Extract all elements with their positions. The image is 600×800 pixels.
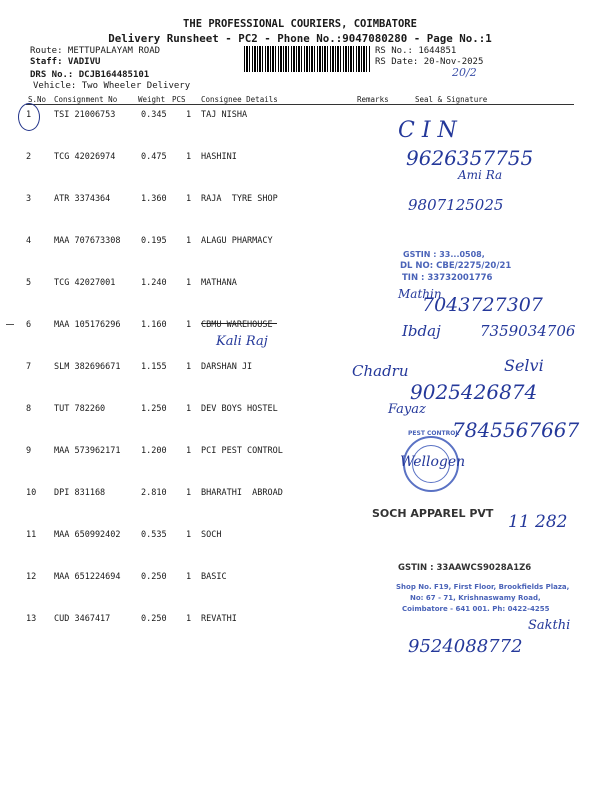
- cell-sno: 2: [26, 152, 32, 162]
- cell-consignment-no: ATR 3374364: [54, 194, 111, 204]
- cell-sno: 6: [26, 320, 32, 330]
- cell-weight: 0.250: [141, 614, 167, 624]
- row1-circle-mark: [18, 103, 40, 131]
- cell-weight: 0.195: [141, 236, 167, 246]
- stamp-address-line3: Coimbatore - 641 001. Ph: 0422-4255: [402, 605, 550, 613]
- cell-pcs: 1: [186, 110, 192, 120]
- cell-weight: 0.535: [141, 530, 167, 540]
- route-label: Route: METTUPALAYAM ROAD: [30, 46, 161, 56]
- cell-consignee: SOCH: [201, 530, 222, 540]
- cell-consignee: TAJ NISHA: [201, 110, 248, 120]
- cell-consignee: HASHINI: [201, 152, 237, 162]
- cell-pcs: 1: [186, 488, 192, 498]
- cell-consignee: CBMU WAREHOUSE: [201, 320, 273, 330]
- cell-consignee: RAJA TYRE SHOP: [201, 194, 278, 204]
- cell-weight: 1.240: [141, 278, 167, 288]
- cell-sno: 8: [26, 404, 32, 414]
- seal-text: PEST CONTROL: [408, 430, 460, 437]
- date-row10: 11 282: [508, 512, 568, 532]
- col-consignment: Consignment No: [54, 95, 118, 104]
- cell-weight: 1.250: [141, 404, 167, 414]
- cell-consignment-no: TCG 42026974: [54, 152, 116, 162]
- cell-consignment-no: TUT 782260: [54, 404, 106, 414]
- col-sno: S.No: [28, 95, 47, 104]
- name-row7-b: Selvi: [504, 356, 544, 375]
- stamp-soch: SOCH APPAREL PVT: [372, 507, 494, 520]
- cell-consignment-no: TCG 42027001: [54, 278, 116, 288]
- phone-row6: 7359034706: [480, 322, 576, 340]
- cell-consignment-no: SLM 382696671: [54, 362, 121, 372]
- cell-consignment-no: MAA 573962171: [54, 446, 121, 456]
- cell-pcs: 1: [186, 320, 192, 330]
- barcode-graphic: [244, 46, 370, 72]
- cell-pcs: 1: [186, 194, 192, 204]
- cell-consignment-no: MAA 651224694: [54, 572, 121, 582]
- stamp-dl-number: DL NO: CBE/2275/20/21: [400, 261, 512, 271]
- col-consignee: Consignee Details: [201, 95, 278, 104]
- cell-weight: 0.250: [141, 572, 167, 582]
- runsheet-subtitle: Delivery Runsheet - PC2 - Phone No.:9047080280 - Page No.:1: [108, 32, 492, 45]
- company-title: THE PROFESSIONAL COURIERS, COIMBATORE: [183, 18, 417, 30]
- cell-pcs: 1: [186, 446, 192, 456]
- cell-sno: 11: [26, 530, 37, 540]
- cell-weight: 2.810: [141, 488, 167, 498]
- cell-consignment-no: DPI 831168: [54, 488, 106, 498]
- cell-pcs: 1: [186, 572, 192, 582]
- signature-row1: C I N: [398, 118, 457, 143]
- cell-consignee: DEV BOYS HOSTEL: [201, 404, 278, 414]
- cell-pcs: 1: [186, 404, 192, 414]
- cell-consignment-no: CUD 3467417: [54, 614, 111, 624]
- rs-date: RS Date: 20-Nov-2025: [375, 57, 484, 67]
- cell-consignment-no: MAA 650992402: [54, 530, 121, 540]
- name-row5: Mathin: [398, 287, 442, 301]
- cell-consignee: ALAGU PHARMACY: [201, 236, 273, 246]
- cell-pcs: 1: [186, 530, 192, 540]
- cell-sno: 12: [26, 572, 37, 582]
- col-remarks: Remarks: [357, 95, 389, 104]
- cell-consignment-no: MAA 105176296: [54, 320, 121, 330]
- row6-handwritten-note: Kali Raj: [216, 334, 268, 349]
- cell-consignee: MATHANA: [201, 278, 237, 288]
- phone-row8: 7845567667: [452, 418, 580, 442]
- cell-sno: 9: [26, 446, 32, 456]
- phone-row13: 9524088772: [408, 636, 523, 657]
- cell-consignment-no: TSI 21006753: [54, 110, 116, 120]
- name-row6: Ibdaj: [402, 322, 441, 340]
- cell-weight: 1.200: [141, 446, 167, 456]
- cell-consignee: BHARATHI ABROAD: [201, 488, 283, 498]
- phone-row1: 9626357755: [406, 146, 534, 170]
- cell-pcs: 1: [186, 236, 192, 246]
- name-row13: Sakthi: [528, 618, 571, 633]
- stamp-gstin-b: GSTIN : 33AAWCS9028A1Z6: [398, 563, 532, 573]
- vehicle-label: Vehicle: Two Wheeler Delivery: [33, 81, 191, 91]
- cell-weight: 0.475: [141, 152, 167, 162]
- cell-sno: 4: [26, 236, 32, 246]
- cell-weight: 1.155: [141, 362, 167, 372]
- cell-consignment-no: MAA 707673308: [54, 236, 121, 246]
- margin-tick-mark: [6, 324, 14, 325]
- cell-sno: 7: [26, 362, 32, 372]
- name-row7: Chadru: [352, 362, 409, 380]
- stamp-gstin-a: GSTIN : 33...0508,: [403, 250, 485, 259]
- name-row2: Ami Ra: [458, 168, 503, 182]
- phone-row5: 7043727307: [422, 294, 543, 316]
- cell-weight: 0.345: [141, 110, 167, 120]
- phone-row7: 9025426874: [410, 380, 538, 404]
- cell-sno: 5: [26, 278, 32, 288]
- cell-sno: 3: [26, 194, 32, 204]
- cell-consignee: REVATHI: [201, 614, 237, 624]
- cell-sno: 1: [26, 110, 32, 120]
- stamp-address-line2: No: 67 - 71, Krishnaswamy Road,: [410, 594, 541, 602]
- cell-weight: 1.360: [141, 194, 167, 204]
- col-pcs: PCS: [172, 95, 186, 104]
- cell-sno: 13: [26, 614, 37, 624]
- cell-pcs: 1: [186, 614, 192, 624]
- consignee-strikethrough: [201, 323, 277, 324]
- cell-pcs: 1: [186, 278, 192, 288]
- cell-pcs: 1: [186, 362, 192, 372]
- handwritten-date-note: 20/2: [452, 66, 477, 79]
- stamp-tin: TIN : 33732001776: [402, 273, 493, 283]
- header-divider: [26, 104, 574, 105]
- cell-consignee: PCI PEST CONTROL: [201, 446, 283, 456]
- col-seal-signature: Seal & Signature: [415, 95, 488, 104]
- cell-consignee: BASIC: [201, 572, 227, 582]
- stamp-address-line1: Shop No. F19, First Floor, Brookfields Plaza,: [396, 583, 570, 591]
- cell-pcs: 1: [186, 152, 192, 162]
- phone-row3: 9807125025: [408, 196, 504, 214]
- cell-weight: 1.160: [141, 320, 167, 330]
- name-row8: Fayaz: [388, 402, 426, 417]
- cell-consignee: DARSHAN JI: [201, 362, 253, 372]
- drs-number: DRS No.: DCJB164485101: [30, 70, 150, 80]
- staff-label: Staff: VADIVU: [30, 57, 101, 67]
- rs-number: RS No.: 1644851: [375, 46, 457, 56]
- col-weight: Weight: [138, 95, 166, 104]
- signature-row9: Wellogen: [400, 454, 466, 470]
- cell-sno: 10: [26, 488, 37, 498]
